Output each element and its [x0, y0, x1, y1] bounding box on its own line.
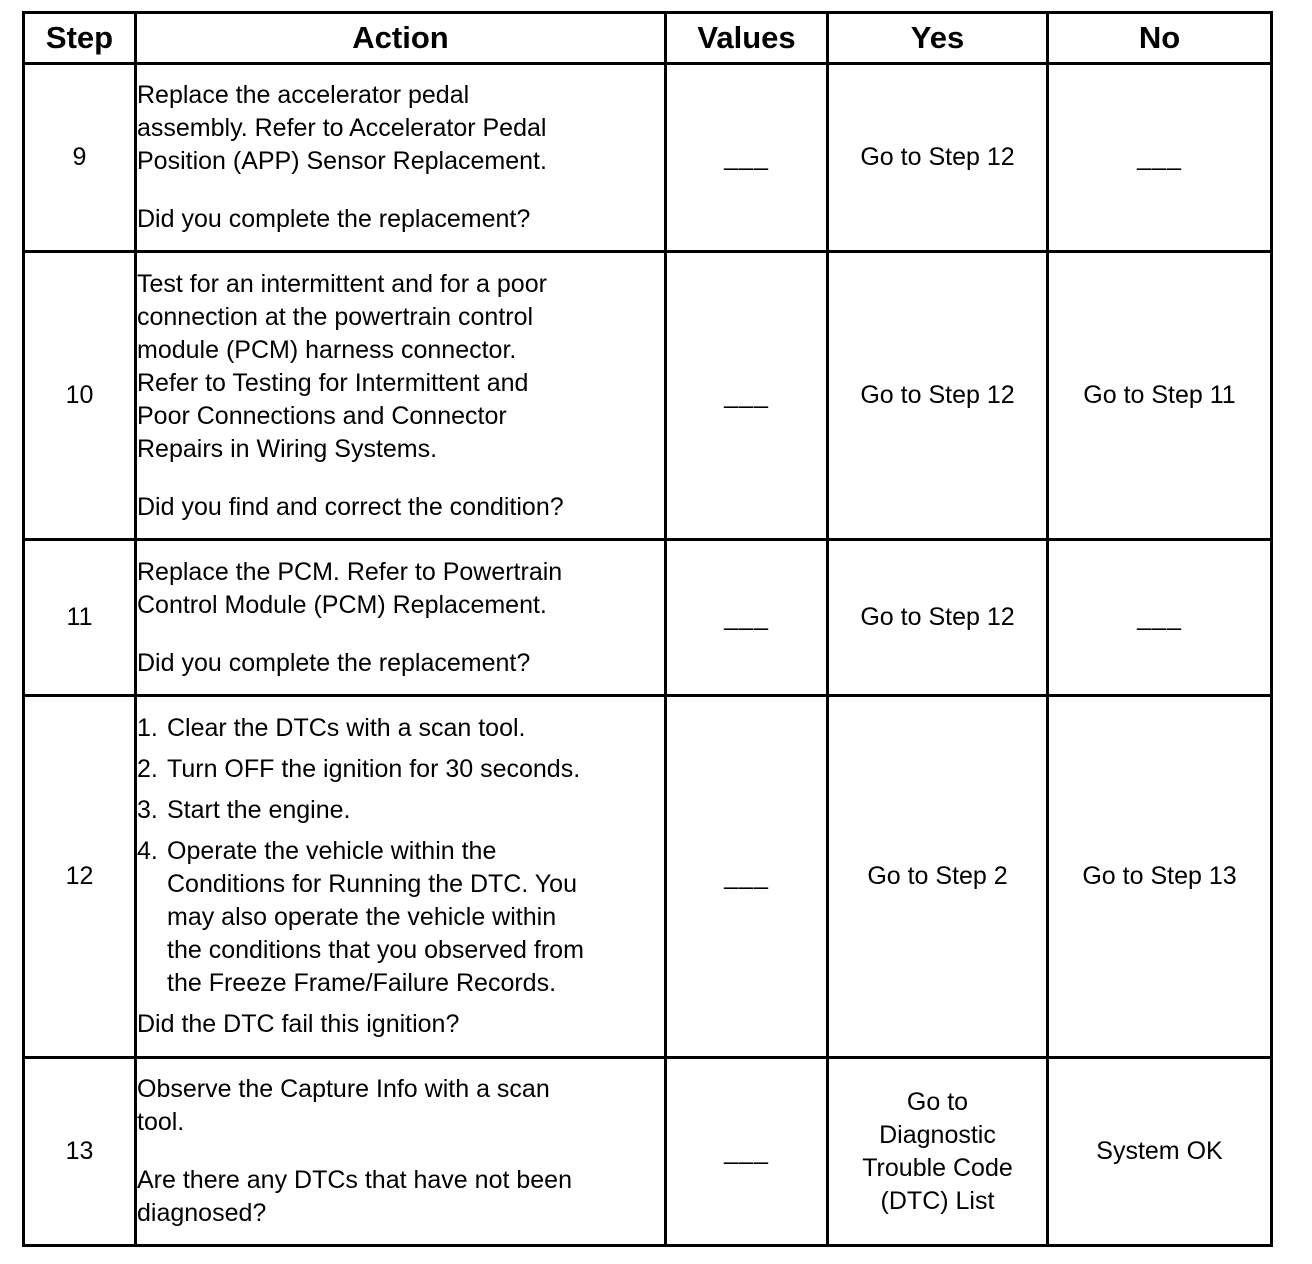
action-question: Did you complete the replacement?	[137, 205, 531, 233]
action-line: Control Module (PCM) Replacement.	[137, 590, 547, 619]
yes-line: (DTC) List	[880, 1186, 995, 1215]
action-text	[137, 1073, 664, 1139]
yes-line: Go to	[906, 1087, 969, 1116]
yes-cell	[828, 1058, 1048, 1246]
list-item-number: 3.	[137, 796, 158, 824]
action-question: Did you find and correct the condition?	[137, 492, 564, 521]
header-step: Step	[24, 13, 136, 64]
list-item-line: the conditions that you observed from	[167, 936, 584, 964]
action-cell	[136, 540, 666, 696]
values-cell: ___	[666, 1058, 828, 1246]
no-cell: Go to Step 13	[1048, 696, 1272, 1058]
action-line: module (PCM) harness connector.	[137, 335, 517, 364]
action-cell	[136, 252, 666, 540]
action-line: Observe the Capture Info with a scan	[137, 1075, 550, 1103]
list-item-number: 4.	[137, 837, 158, 865]
list-item-line: the Freeze Frame/Failure Records.	[167, 969, 557, 997]
action-line: Test for an intermittent and for a poor	[137, 269, 547, 298]
action-cell	[136, 1058, 666, 1246]
diagnostic-table	[22, 11, 1273, 1247]
list-item	[137, 794, 664, 827]
table-row-step-9	[24, 64, 1272, 252]
no-cell: System OK	[1048, 1058, 1272, 1246]
list-item-number: 2.	[137, 755, 158, 783]
action-line: Repairs in Wiring Systems.	[137, 434, 438, 463]
action-question: Did you complete the replacement?	[137, 648, 531, 677]
action-text	[137, 79, 664, 178]
step-number: 12	[24, 696, 136, 1058]
yes-cell: Go to Step 12	[828, 64, 1048, 252]
header-values: Values	[666, 13, 828, 64]
list-item-line: may also operate the vehicle within	[167, 903, 557, 931]
step-number: 9	[24, 64, 136, 252]
action-text	[137, 556, 664, 622]
list-item-line: Operate the vehicle within the	[167, 837, 497, 865]
list-item	[137, 835, 664, 1000]
header-row	[24, 13, 1272, 64]
action-cell	[136, 64, 666, 252]
header-no: No	[1048, 13, 1272, 64]
table-row-step-10	[24, 252, 1272, 540]
table-row-step-12	[24, 696, 1272, 1058]
list-item-text: Turn OFF the ignition for 30 seconds.	[167, 755, 581, 783]
step-number: 10	[24, 252, 136, 540]
no-cell: ___	[1048, 64, 1272, 252]
action-line: Position (APP) Sensor Replacement.	[137, 147, 547, 175]
list-item-line: Conditions for Running the DTC. You	[167, 870, 577, 898]
header-yes: Yes	[828, 13, 1048, 64]
yes-cell: Go to Step 12	[828, 540, 1048, 696]
action-line: assembly. Refer to Accelerator Pedal	[137, 114, 547, 142]
list-item-number: 1.	[137, 714, 158, 742]
values-cell: ___	[666, 696, 828, 1058]
action-line: tool.	[137, 1108, 185, 1136]
no-cell: Go to Step 11	[1048, 252, 1272, 540]
action-line: Poor Connections and Connector	[137, 401, 507, 430]
action-line: connection at the powertrain control	[137, 302, 534, 331]
no-cell: ___	[1048, 540, 1272, 696]
yes-line: Trouble Code	[862, 1153, 1013, 1182]
step-number: 13	[24, 1058, 136, 1246]
table-row-step-13	[24, 1058, 1272, 1246]
values-cell: ___	[666, 252, 828, 540]
action-question: Did the DTC fail this ignition?	[137, 1010, 460, 1038]
action-text	[137, 268, 664, 466]
action-line: Replace the PCM. Refer to Powertrain	[137, 557, 563, 586]
action-step-list	[137, 712, 664, 1000]
yes-line: Diagnostic	[879, 1120, 996, 1149]
list-item-text: Start the engine.	[167, 796, 351, 824]
values-cell: ___	[666, 540, 828, 696]
values-cell: ___	[666, 64, 828, 252]
question-line: diagnosed?	[137, 1199, 267, 1227]
action-line: Refer to Testing for Intermittent and	[137, 368, 529, 397]
question-line: Are there any DTCs that have not been	[137, 1166, 572, 1194]
table-row-step-11	[24, 540, 1272, 696]
list-item-text: Clear the DTCs with a scan tool.	[167, 714, 526, 742]
yes-cell: Go to Step 2	[828, 696, 1048, 1058]
action-cell	[136, 696, 666, 1058]
step-number: 11	[24, 540, 136, 696]
action-line: Replace the accelerator pedal	[137, 81, 470, 109]
list-item	[137, 753, 664, 786]
action-question	[137, 1164, 664, 1230]
header-action: Action	[136, 13, 666, 64]
list-item	[137, 712, 664, 745]
yes-cell: Go to Step 12	[828, 252, 1048, 540]
